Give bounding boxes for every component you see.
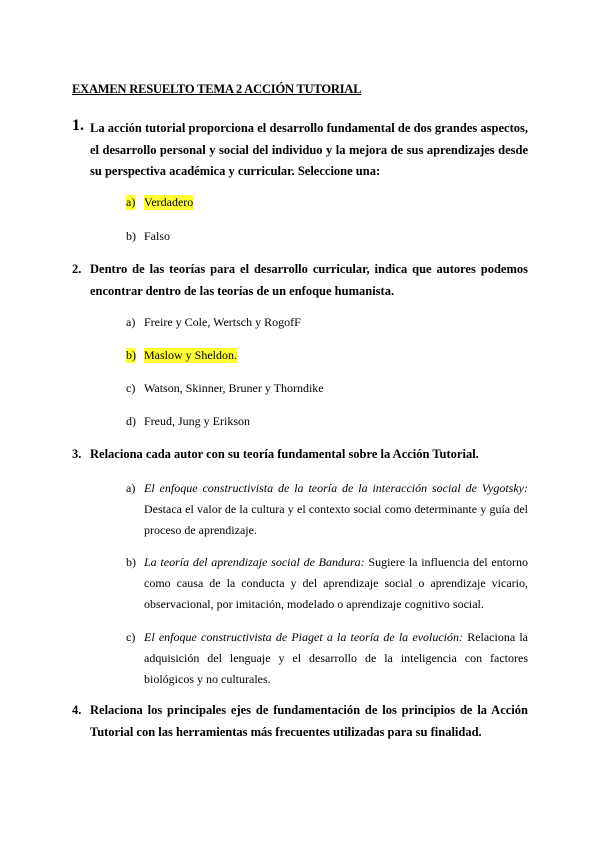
theory-description: Destaca el valor de la cultura y el contexto social como determinante y guía del proceso de aprendizaje. [144, 502, 528, 537]
item-letter: b) [126, 555, 136, 569]
question-1-number: 1. [72, 117, 84, 134]
question-4-number: 4. [72, 703, 82, 717]
question-2-number: 2. [72, 262, 82, 276]
item-letter: a) [126, 481, 136, 495]
option-text: Falso [144, 229, 171, 243]
question-3-item-b [126, 552, 528, 615]
option-letter: a) [126, 195, 136, 209]
item-letter: c) [126, 630, 136, 644]
theory-name: El enfoque constructivista de Piaget a la teoría de la evolución: [144, 630, 464, 644]
option-text: Freud, Jung y Erikson [144, 414, 250, 428]
option-text: Watson, Skinner, Bruner y Thorndike [144, 381, 324, 395]
question-4-text: Relaciona los principales ejes de fundamentación de los principios de la Acción Tutorial con las herramientas más frecuentes utilizadas para su finalidad. [90, 703, 528, 739]
option-letter: b) [126, 348, 136, 362]
question-3-text: Relaciona cada autor con su teoría fundamental sobre la Acción Tutorial. [90, 447, 479, 461]
question-3-number: 3. [72, 447, 82, 461]
theory-name: El enfoque constructivista de la teoría de la interacción social de Vygotsky: [144, 481, 528, 495]
question-1-text: La acción tutorial proporciona el desarrollo fundamental de dos grandes aspectos, el desarrollo personal y social del individuo y la mejora de sus aprendizajes desde su perspectiva académica y curricular. Seleccione una: [90, 121, 528, 178]
theory-name: La teoría del aprendizaje social de Bandura: [144, 555, 365, 569]
option-letter: d) [126, 414, 136, 428]
option-text: Verdadero [144, 195, 194, 209]
option-text: Freire y Cole, Wertsch y RogofF [144, 315, 301, 329]
question-2-text: Dentro de las teorías para el desarrollo curricular, indica que autores podemos encontrar dentro de las teorías de un enfoque humanista. [90, 262, 528, 298]
option-text: Maslow y Sheldon. [144, 348, 237, 362]
option-letter: c) [126, 381, 136, 395]
document-title: EXAMEN RESUELTO TEMA 2 ACCIÓN TUTORIAL [72, 82, 362, 96]
theory-description: Sugiere la influencia del entorno como causa de la conducta y del aprendizaje social o aprendizaje vicario, observacional, por imitación, modelado o aprendizaje cognitivo social. [144, 555, 529, 611]
question-3-item-a [126, 478, 528, 541]
theory-description: Relaciona la adquisición del lenguaje y el desarrollo de la inteligencia con factores biológicos y no culturales. [144, 630, 529, 686]
question-3-item-c [126, 627, 528, 690]
option-letter: b) [126, 229, 136, 243]
option-letter: a) [126, 315, 136, 329]
